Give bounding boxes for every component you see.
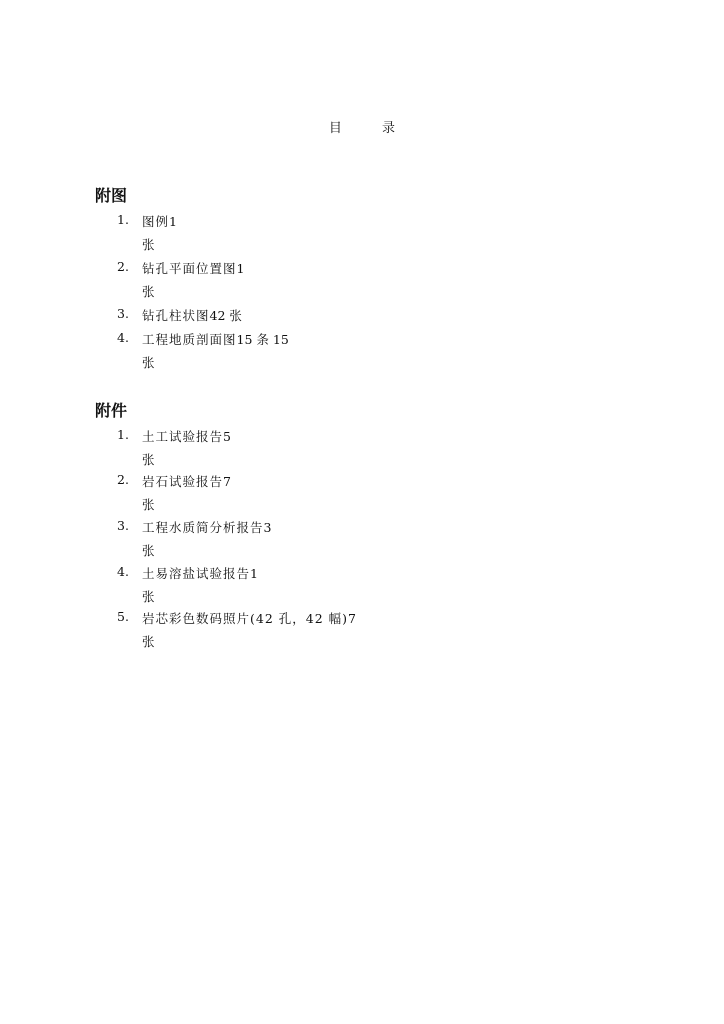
item-title: 工程水质简分析报告	[142, 520, 264, 535]
item-count: 15 条 15	[236, 332, 289, 347]
item-number: 3.	[117, 306, 129, 321]
item-number: 3.	[117, 518, 129, 533]
item-count-unit: 张	[142, 497, 155, 512]
item-number: 1.	[117, 427, 129, 442]
item-number: 2.	[117, 259, 129, 274]
item-number: 2.	[117, 472, 129, 487]
item-title: 钻孔柱状图	[142, 308, 210, 323]
item-number: 5.	[117, 609, 129, 624]
item-count: 5	[223, 429, 231, 444]
item-count: 1	[250, 566, 258, 581]
document-title: 目 录	[328, 121, 414, 136]
item-number: 4.	[117, 564, 129, 579]
item-count-unit: 张	[142, 355, 155, 370]
item-title: 土易溶盐试验报告	[142, 566, 251, 581]
item-count-unit: 张	[142, 452, 155, 467]
section-heading-attachments: 附件	[95, 401, 128, 420]
item-number: 1.	[117, 212, 129, 227]
item-count: 7	[223, 474, 231, 489]
item-title: 岩石试验报告	[142, 474, 224, 489]
item-count-unit: 张	[142, 543, 155, 558]
item-title: 钻孔平面位置图	[142, 261, 237, 276]
item-title: 土工试验报告	[142, 429, 224, 444]
section-heading-figures: 附图	[95, 186, 128, 205]
item-count-unit: 张	[142, 589, 155, 604]
item-count-unit: 张	[142, 634, 155, 649]
item-count: 42 张	[209, 308, 242, 323]
item-title: 工程地质剖面图	[142, 332, 237, 347]
item-count: 1	[169, 214, 177, 229]
item-count-unit: 张	[142, 237, 155, 252]
item-count: 3	[263, 520, 272, 535]
item-title: 岩芯彩色数码照片(42 孔，42 幅)	[142, 611, 349, 626]
item-title: 图例	[142, 214, 170, 229]
item-count: 1	[236, 261, 245, 276]
item-count-unit: 张	[142, 284, 155, 299]
item-count: 7	[348, 611, 356, 626]
item-number: 4.	[117, 330, 129, 345]
